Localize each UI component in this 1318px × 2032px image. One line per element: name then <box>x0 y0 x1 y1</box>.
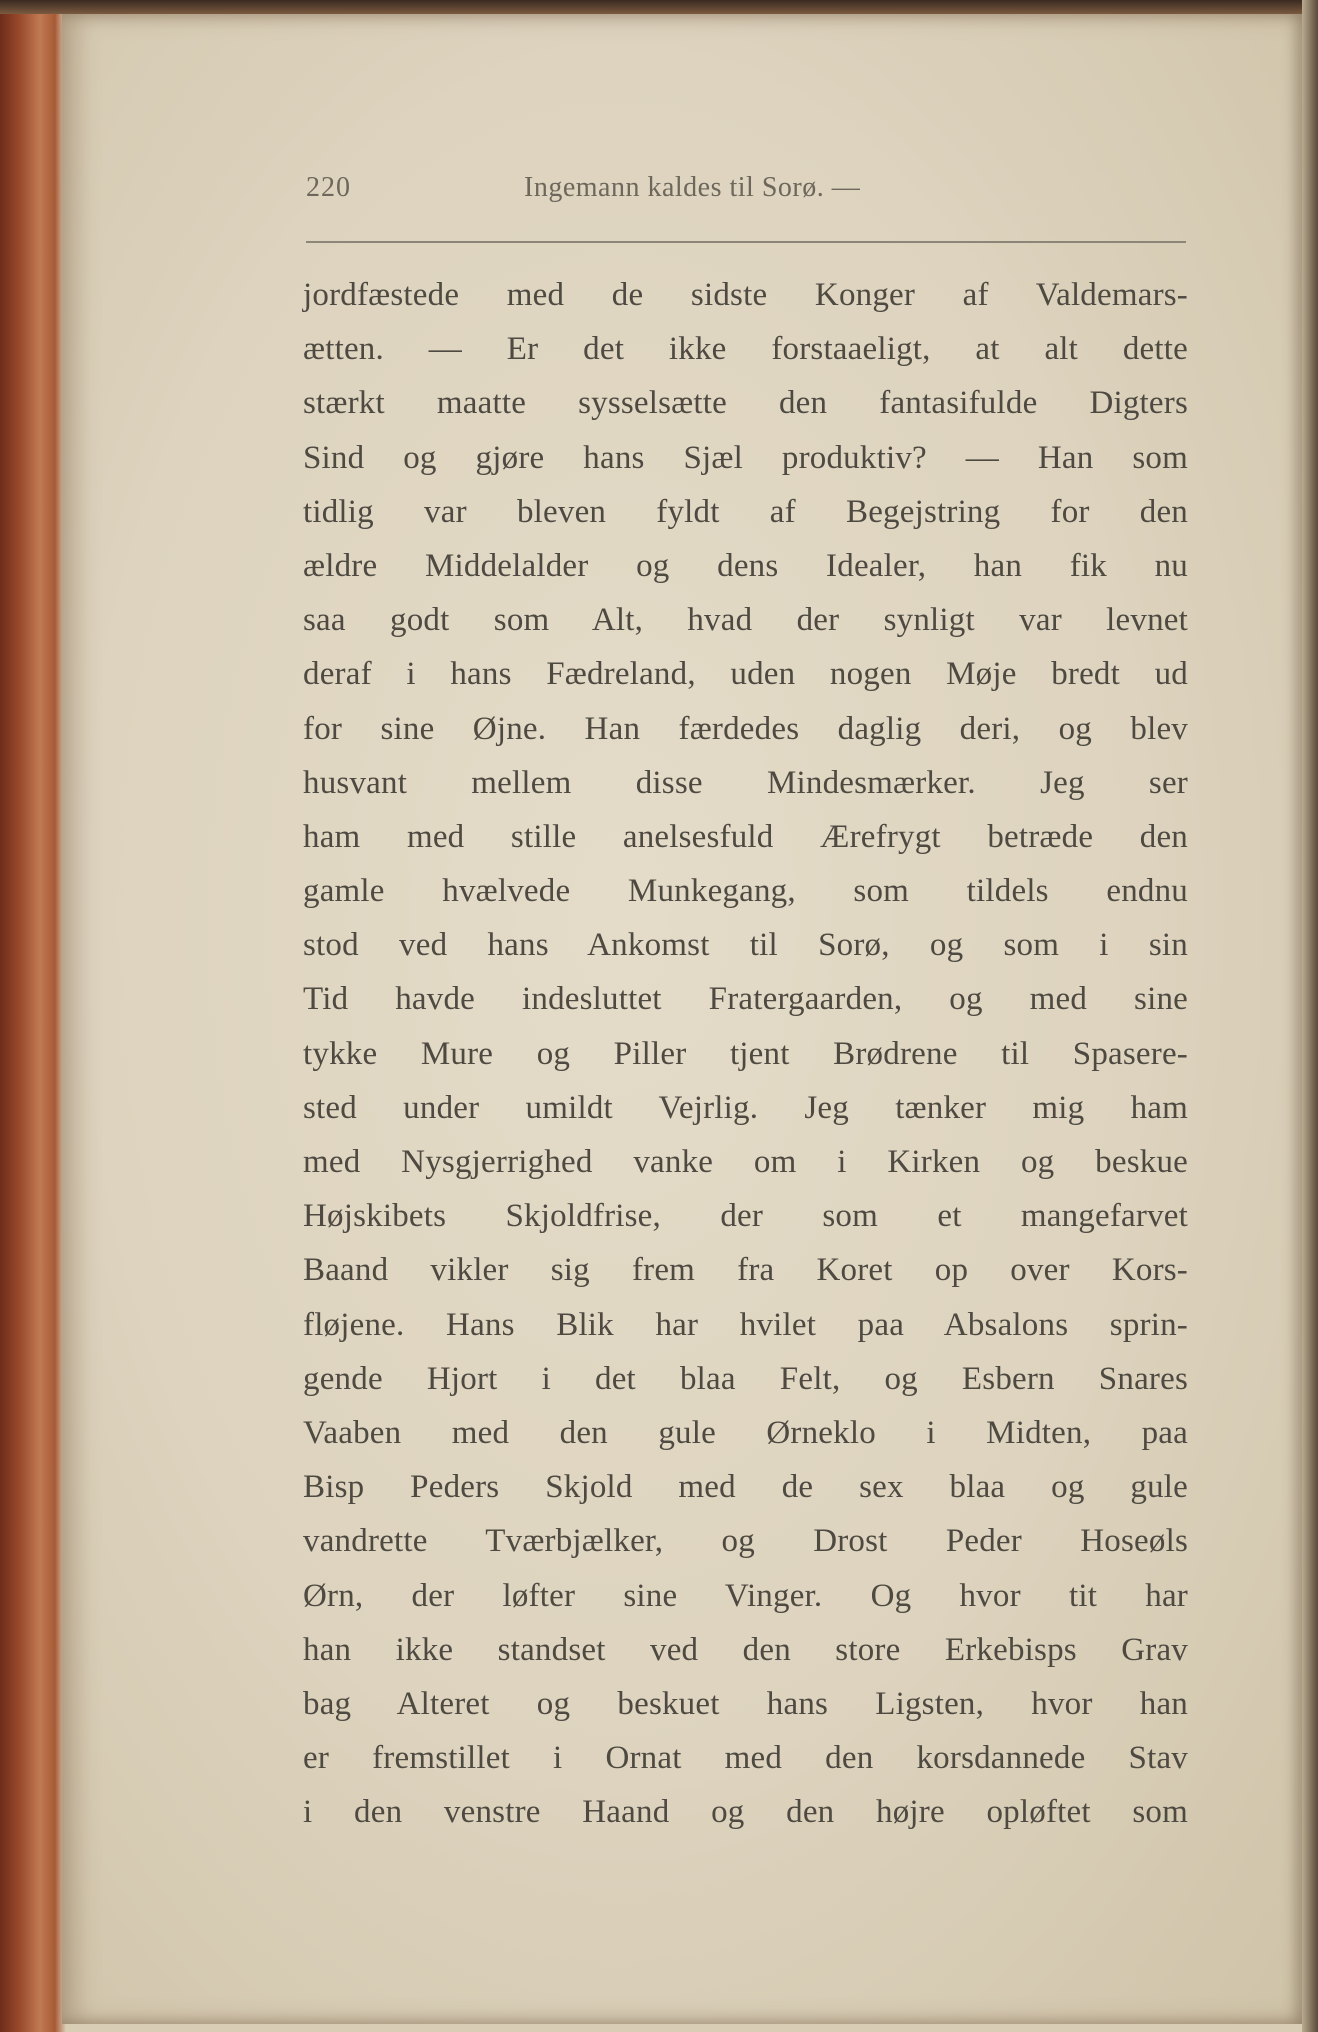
text-line: Tid havde indesluttet Fratergaarden, og med sine <box>303 981 1188 1018</box>
text-line: tykke Mure og Piller tjent Brødrene til Spasere- <box>303 1035 1188 1072</box>
text-line: er fremstillet i Ornat med den korsdannede Stav <box>303 1740 1188 1777</box>
text-line: med Nysgjerrighed vanke om i Kirken og beskue <box>303 1144 1188 1180</box>
text-line: Vaaben med den gule Ørneklo i Midten, paa <box>303 1414 1188 1451</box>
text-line: jordfæstede med de sidste Konger af Valdemars- <box>303 277 1188 313</box>
text-line: ham med stille anelsesfuld Ærefrygt betræde den <box>303 818 1188 855</box>
text-line: Baand vikler sig frem fra Koret op over Kors- <box>303 1252 1188 1289</box>
text-line: Højskibets Skjoldfrise, der som et mangefarvet <box>303 1198 1188 1235</box>
text-line: Ørn, der løfter sine Vinger. Og hvor tit har <box>303 1577 1188 1614</box>
text-line: gende Hjort i det blaa Felt, og Esbern Snares <box>303 1360 1188 1397</box>
text-line: fløjene. Hans Blik har hvilet paa Absalons sprin- <box>303 1306 1188 1343</box>
text-line: han ikke standset ved den store Erkebisps Grav <box>303 1631 1188 1668</box>
book-right-edge <box>1302 0 1318 2032</box>
text-line: Sind og gjøre hans Sjæl produktiv? — Han som <box>303 439 1188 476</box>
text-line: husvant mellem disse Mindesmærker. Jeg ser <box>303 764 1188 801</box>
text-line: ætten. — Er det ikke forstaaeligt, at alt dette <box>303 331 1188 368</box>
text-line: deraf i hans Fædreland, uden nogen Møje bredt ud <box>303 656 1188 693</box>
text-line: sted under umildt Vejrlig. Jeg tænker mig ham <box>303 1089 1188 1126</box>
text-line: stod ved hans Ankomst til Sorø, og som i sin <box>303 927 1188 964</box>
text-line: Bisp Peders Skjold med de sex blaa og gule <box>303 1469 1188 1506</box>
page-header <box>306 172 1186 216</box>
text-line: for sine Øjne. Han færdedes daglig deri, og blev <box>303 710 1188 747</box>
body-text <box>303 268 1188 1839</box>
book-top-edge <box>0 0 1318 14</box>
text-line: ældre Middelalder og dens Idealer, han fik nu <box>303 547 1188 584</box>
text-line: bag Alteret og beskuet hans Ligsten, hvor han <box>303 1685 1188 1722</box>
running-head: Ingemann kaldes til Sorø. — <box>524 172 861 203</box>
page-number: 220 <box>306 172 351 203</box>
text-line: stærkt maatte sysselsætte den fantasifulde Digters <box>303 385 1188 422</box>
text-line: vandrette Tværbjælker, og Drost Peder Hoseøls <box>303 1523 1188 1560</box>
text-line: tidlig var bleven fyldt af Begejstring for den <box>303 493 1188 530</box>
text-line: i den venstre Haand og den højre opløftet som <box>303 1794 1188 1831</box>
header-rule <box>306 241 1186 243</box>
text-line: saa godt som Alt, hvad der synligt var levnet <box>303 602 1188 639</box>
text-line: gamle hvælvede Munkegang, som tildels endnu <box>303 873 1188 910</box>
